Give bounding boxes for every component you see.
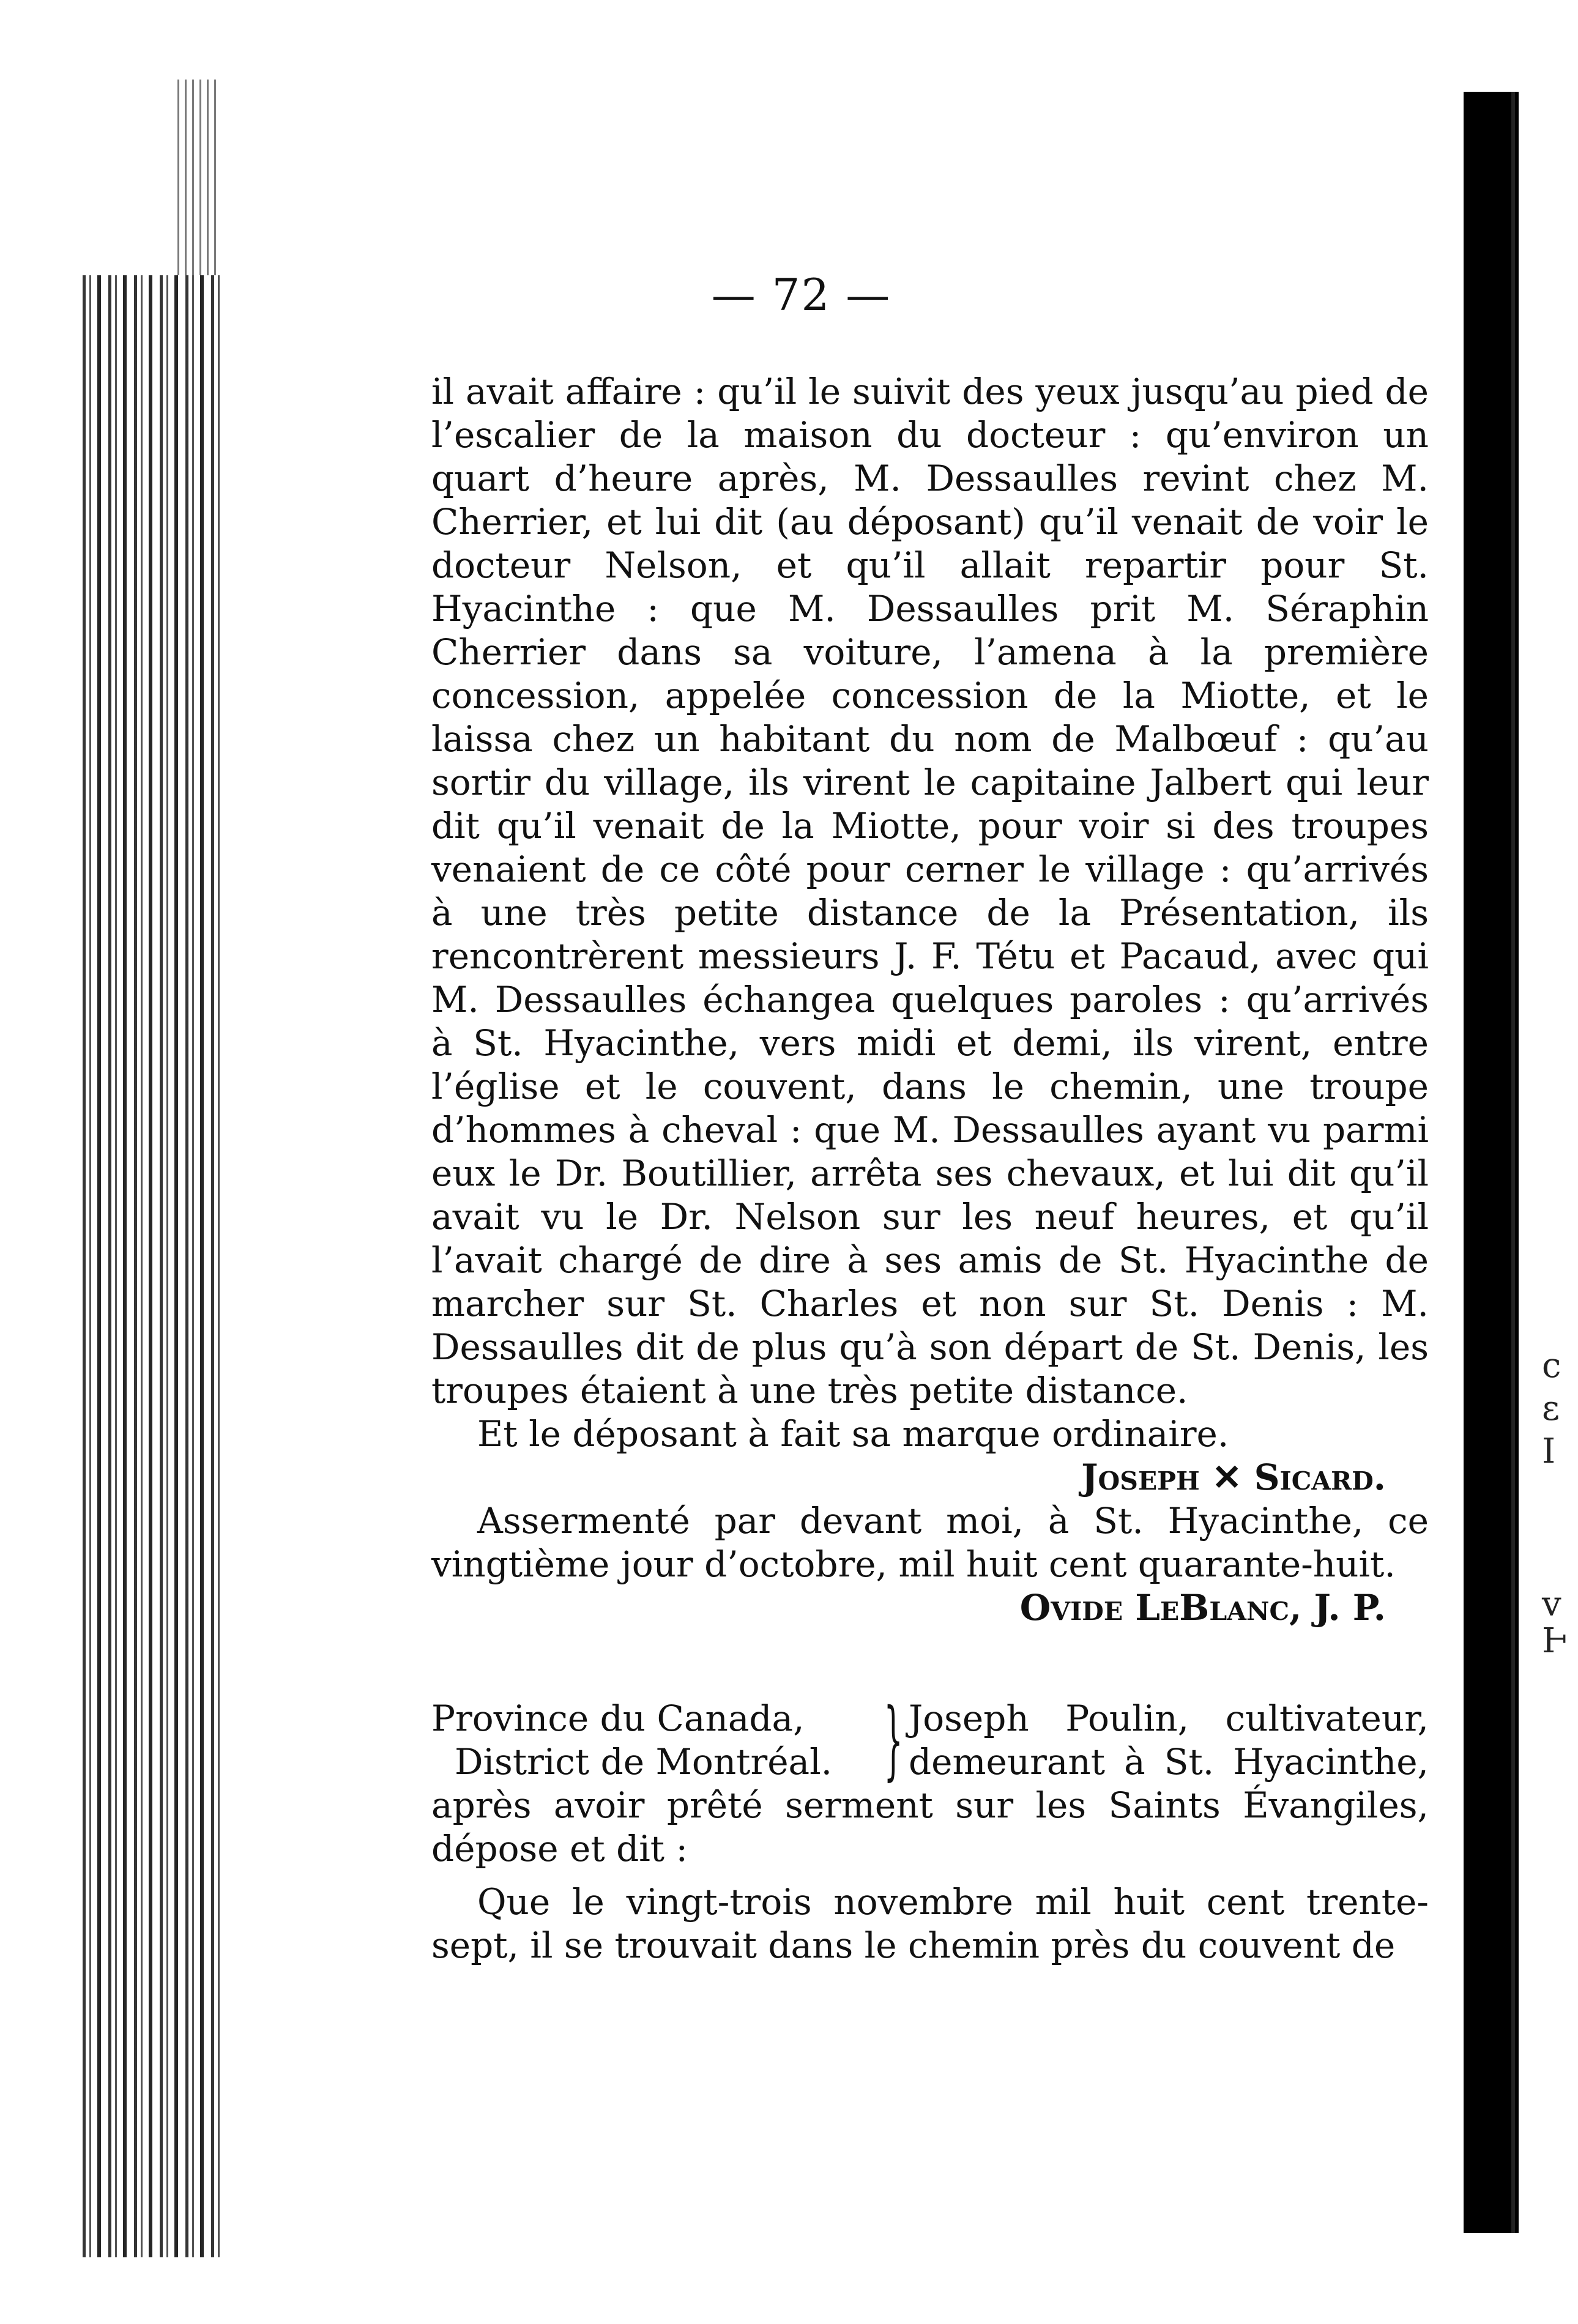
paragraph: Et le déposant à fait sa marque ordinaire. xyxy=(477,1413,1229,1455)
signature-leblanc: Ovide LeBlanc, J. P. xyxy=(1019,1587,1386,1628)
edge-fragment: Ⱶ xyxy=(1542,1621,1568,1661)
scan-edge-right-line xyxy=(1511,92,1515,2233)
edge-fragment: I xyxy=(1542,1431,1556,1471)
scan-edge-left xyxy=(83,275,223,2257)
province-line: Province du Canada, xyxy=(431,1698,805,1739)
section-gap xyxy=(431,1630,1429,1697)
oath-paragraph: Assermenté par devant moi, à St. Hyacinthe, ce vingtième jour d’octobre, mil huit cent quarante-huit. xyxy=(431,1500,1429,1585)
page-number: — 72 — xyxy=(711,269,891,321)
province-heading xyxy=(431,1690,1429,1790)
deponent-name: Joseph Poulin, cultivateur, xyxy=(909,1698,1429,1739)
province-location xyxy=(431,1697,872,1784)
district-line: District de Montréal. xyxy=(455,1741,833,1783)
signature-sicard: Joseph ✕ Sicard. xyxy=(1081,1457,1386,1498)
page-text xyxy=(431,370,1429,1967)
final-paragraph: Que le vingt-trois novembre mil huit cent trente-sept, il se trouvait dans le chemin près du couvent de xyxy=(431,1881,1429,1966)
scan-edge-left-top xyxy=(177,80,220,275)
edge-fragment: ɛ xyxy=(1542,1389,1560,1428)
brace: } xyxy=(884,1690,903,1790)
edge-fragment: c xyxy=(1542,1346,1561,1386)
deposition-intro: après avoir prêté serment sur les Saints Évangiles, dépose et dit : xyxy=(431,1784,1429,1869)
deponent-info xyxy=(909,1697,1429,1784)
deponent-residence: demeurant à St. Hyacinthe, xyxy=(909,1741,1429,1783)
edge-fragment: v xyxy=(1542,1584,1561,1624)
scan-edge-right xyxy=(1464,92,1519,2233)
paragraph: il avait affaire : qu’il le suivit des yeux jusqu’au pied de l’escalier de la maison du docteur : qu’environ un quart d’heure après, M. Dessaulles revint chez M. Cherrier, et lui dit (au déposant) qu’il venait de voir le docteur Nelson, et qu’il allait repartir pour St. Hyacinthe : que M. Dessaulles prit M. Séraphin Cherrier dans sa voiture, l’amena à la première concession, appelée concession de la Miotte, et le laissa chez un habitant du nom de Malbœuf : qu’au sortir du village, ils virent le capitaine Jalbert qui leur dit qu’il venait de la Miotte, pour voir si des troupes venaient de ce côté pour cerner le village : qu’arrivés à une très petite distance de la Présentation, ils rencontrèrent messieurs J. F. Tétu et Pacaud, avec qui M. Dessaulles échangea quelques paroles : qu’arrivés à St. Hyacinthe, vers midi et demi, ils virent, entre l’église et le couvent, dans le chemin, une troupe d’hommes à cheval : que M. Dessaulles ayant vu parmi eux le Dr. Boutillier, arrêta ses chevaux, et lui dit qu’il avait vu le Dr. Nelson sur les neuf heures, et qu’il l’avait chargé de dire à ses amis de St. Hyacinthe de marcher sur St. Charles et non sur St. Denis : M. Dessaulles dit de plus qu’à son départ de St. Denis, les troupes étaient à une très petite distance. xyxy=(431,371,1429,1411)
